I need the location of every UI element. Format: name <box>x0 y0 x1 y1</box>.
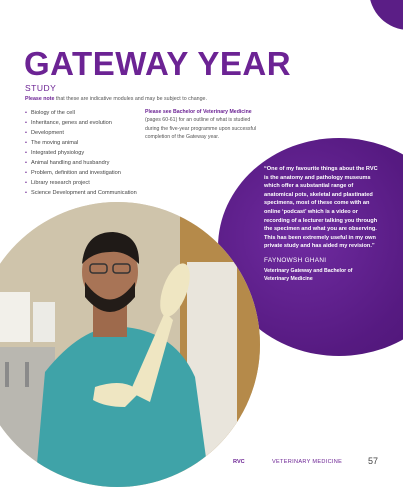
section-subtitle: STUDY <box>25 83 57 93</box>
footer-brand: RVC <box>233 459 245 465</box>
list-item: • Library research project <box>25 178 150 188</box>
list-item: • Biology of the cell <box>25 108 150 118</box>
list-item: • Integrated physiology <box>25 148 150 158</box>
module-list <box>25 108 150 198</box>
student-name: FAYNOWSH GHANI <box>264 257 327 264</box>
note-text: that these are indicative modules and may be subject to change. <box>54 96 207 102</box>
student-quote: “One of my favourite things about the RVC is the anatomy and pathology museums which offer a substantial range of anatomical pots, skeletal and plastinated specimens, most of these come with an online ‘podcast’ which is a video or recording of a lecturer talking you through the specimen and what you are observing. This has been extremely useful in my own private study and has aided my revision.” <box>264 166 378 250</box>
bvetmed-reference-note <box>145 108 263 141</box>
corner-decoration <box>369 0 403 30</box>
page-number: 57 <box>368 456 379 466</box>
side-note-bold: Please see Bachelor of Veterinary Medicine <box>145 109 252 115</box>
list-item: • The moving animal <box>25 138 150 148</box>
list-item: • Science Development and Communication <box>25 188 150 198</box>
footer-section-label: VETERINARY MEDICINE <box>272 459 343 465</box>
note-label: Please note <box>25 96 55 102</box>
list-item: • Animal handling and husbandry <box>25 158 150 168</box>
side-note-text: (pages 60-61) for an outline of what is studied during the five-year programme upon successful completion of the Gateway year. <box>145 117 257 140</box>
list-item: • Development <box>25 128 150 138</box>
page-title: GATEWAY YEAR <box>24 45 292 82</box>
student-role: Veterinary Gateway and Bachelor of Veterinary Medicine <box>264 268 353 282</box>
disclaimer-note <box>25 96 207 102</box>
list-item: • Inheritance, genes and evolution <box>25 118 150 128</box>
list-item: • Problem, definition and investigation <box>25 168 150 178</box>
